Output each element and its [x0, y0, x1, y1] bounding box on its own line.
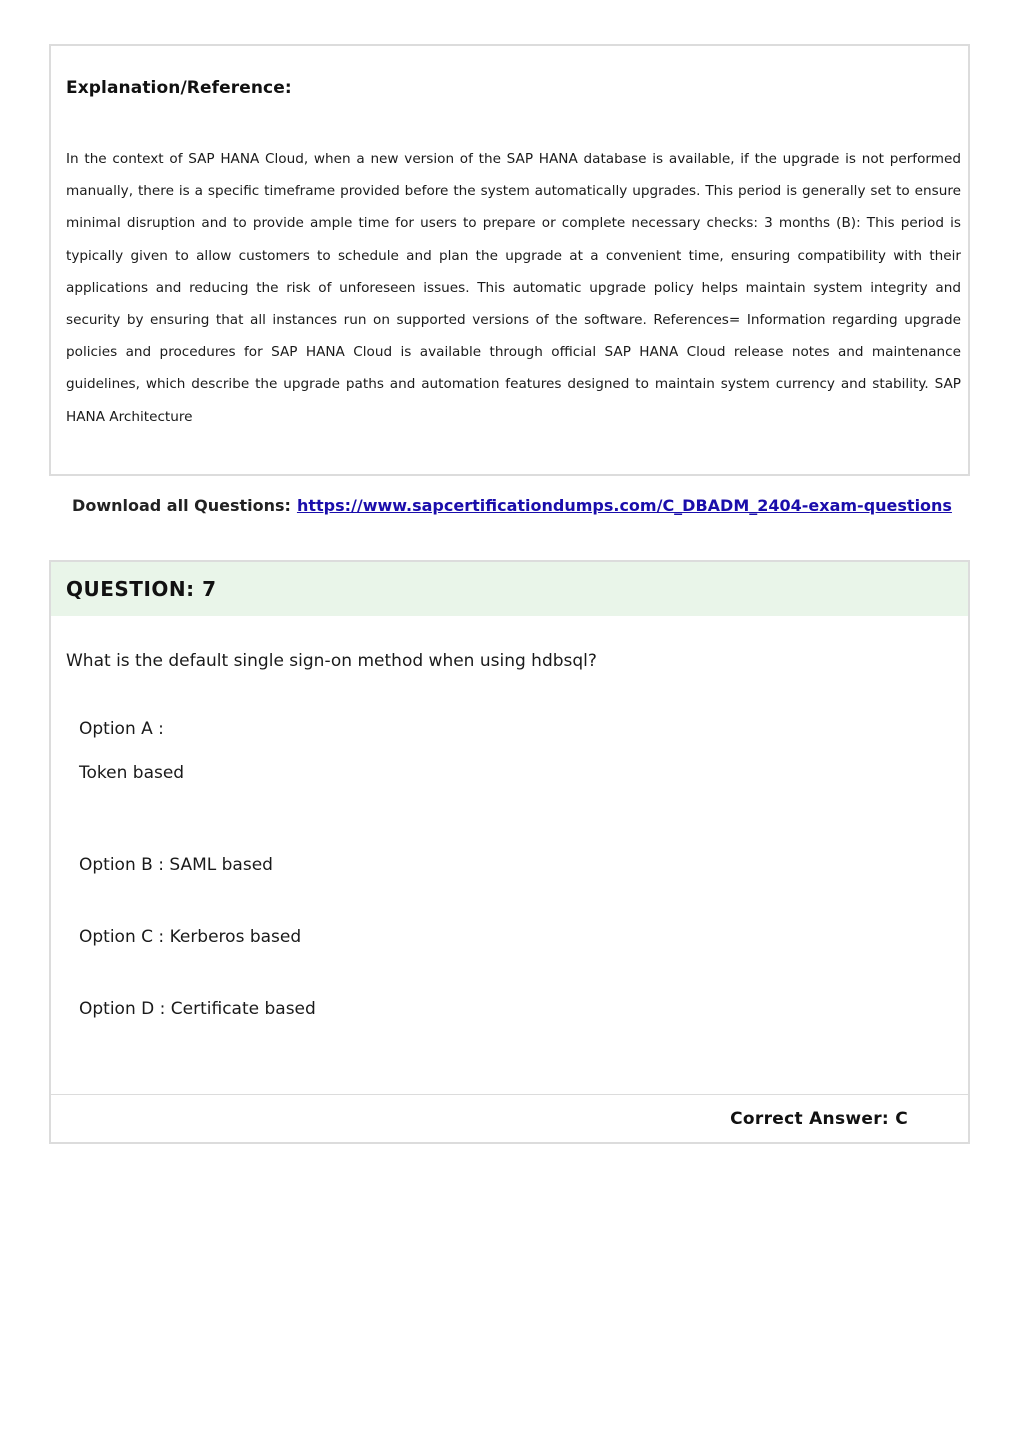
- option-c-value: Kerberos based: [169, 927, 302, 947]
- option-d: [79, 999, 316, 1019]
- correct-answer: Correct Answer: C: [730, 1109, 908, 1129]
- question-title: QUESTION: 7: [66, 577, 217, 601]
- download-label: Download all Questions:: [72, 496, 291, 515]
- option-a-label: Option A :: [79, 719, 164, 739]
- option-d-label: Option D :: [79, 999, 166, 1019]
- option-b-label: Option B :: [79, 855, 164, 875]
- question-box: [49, 560, 970, 1144]
- question-text: What is the default single sign-on method when using hdbsql?: [66, 651, 597, 671]
- download-link[interactable]: https://www.sapcertificationdumps.com/C_DBADM_2404-exam-questions: [296, 496, 952, 515]
- download-line: [0, 496, 1024, 515]
- answer-divider: [51, 1094, 968, 1095]
- option-b: [79, 855, 273, 875]
- option-c: [79, 927, 301, 947]
- option-c-label: Option C :: [79, 927, 165, 947]
- explanation-text: In the context of SAP HANA Cloud, when a new version of the SAP HANA database is available, if the upgrade is not performed manually, there is a specific timeframe provided before the system automatically upgrades. This period is generally set to ensure minimal disruption and to provide ample time for users to prepare or complete necessary checks: 3 months (B): This period is typically given to allow customers to schedule and plan the upgrade at a convenient time, ensuring compatibility with their applications and reducing the risk of unforeseen issues. This automatic upgrade policy helps maintain system integrity and security by ensuring that all instances run on supported versions of the software. References= Information regarding upgrade policies and procedures for SAP HANA Cloud is available through official SAP HANA Cloud release notes and maintenance guidelines, which describe the upgrade paths and automation features designed to maintain system currency and stability. SAP HANA Architecture: [66, 151, 961, 425]
- option-b-value: SAML based: [169, 855, 273, 875]
- option-d-value: Certificate based: [170, 999, 316, 1019]
- option-a-value: Token based: [79, 763, 185, 783]
- question-header: [51, 562, 968, 616]
- explanation-heading: Explanation/Reference:: [66, 78, 292, 98]
- explanation-box: [49, 44, 970, 476]
